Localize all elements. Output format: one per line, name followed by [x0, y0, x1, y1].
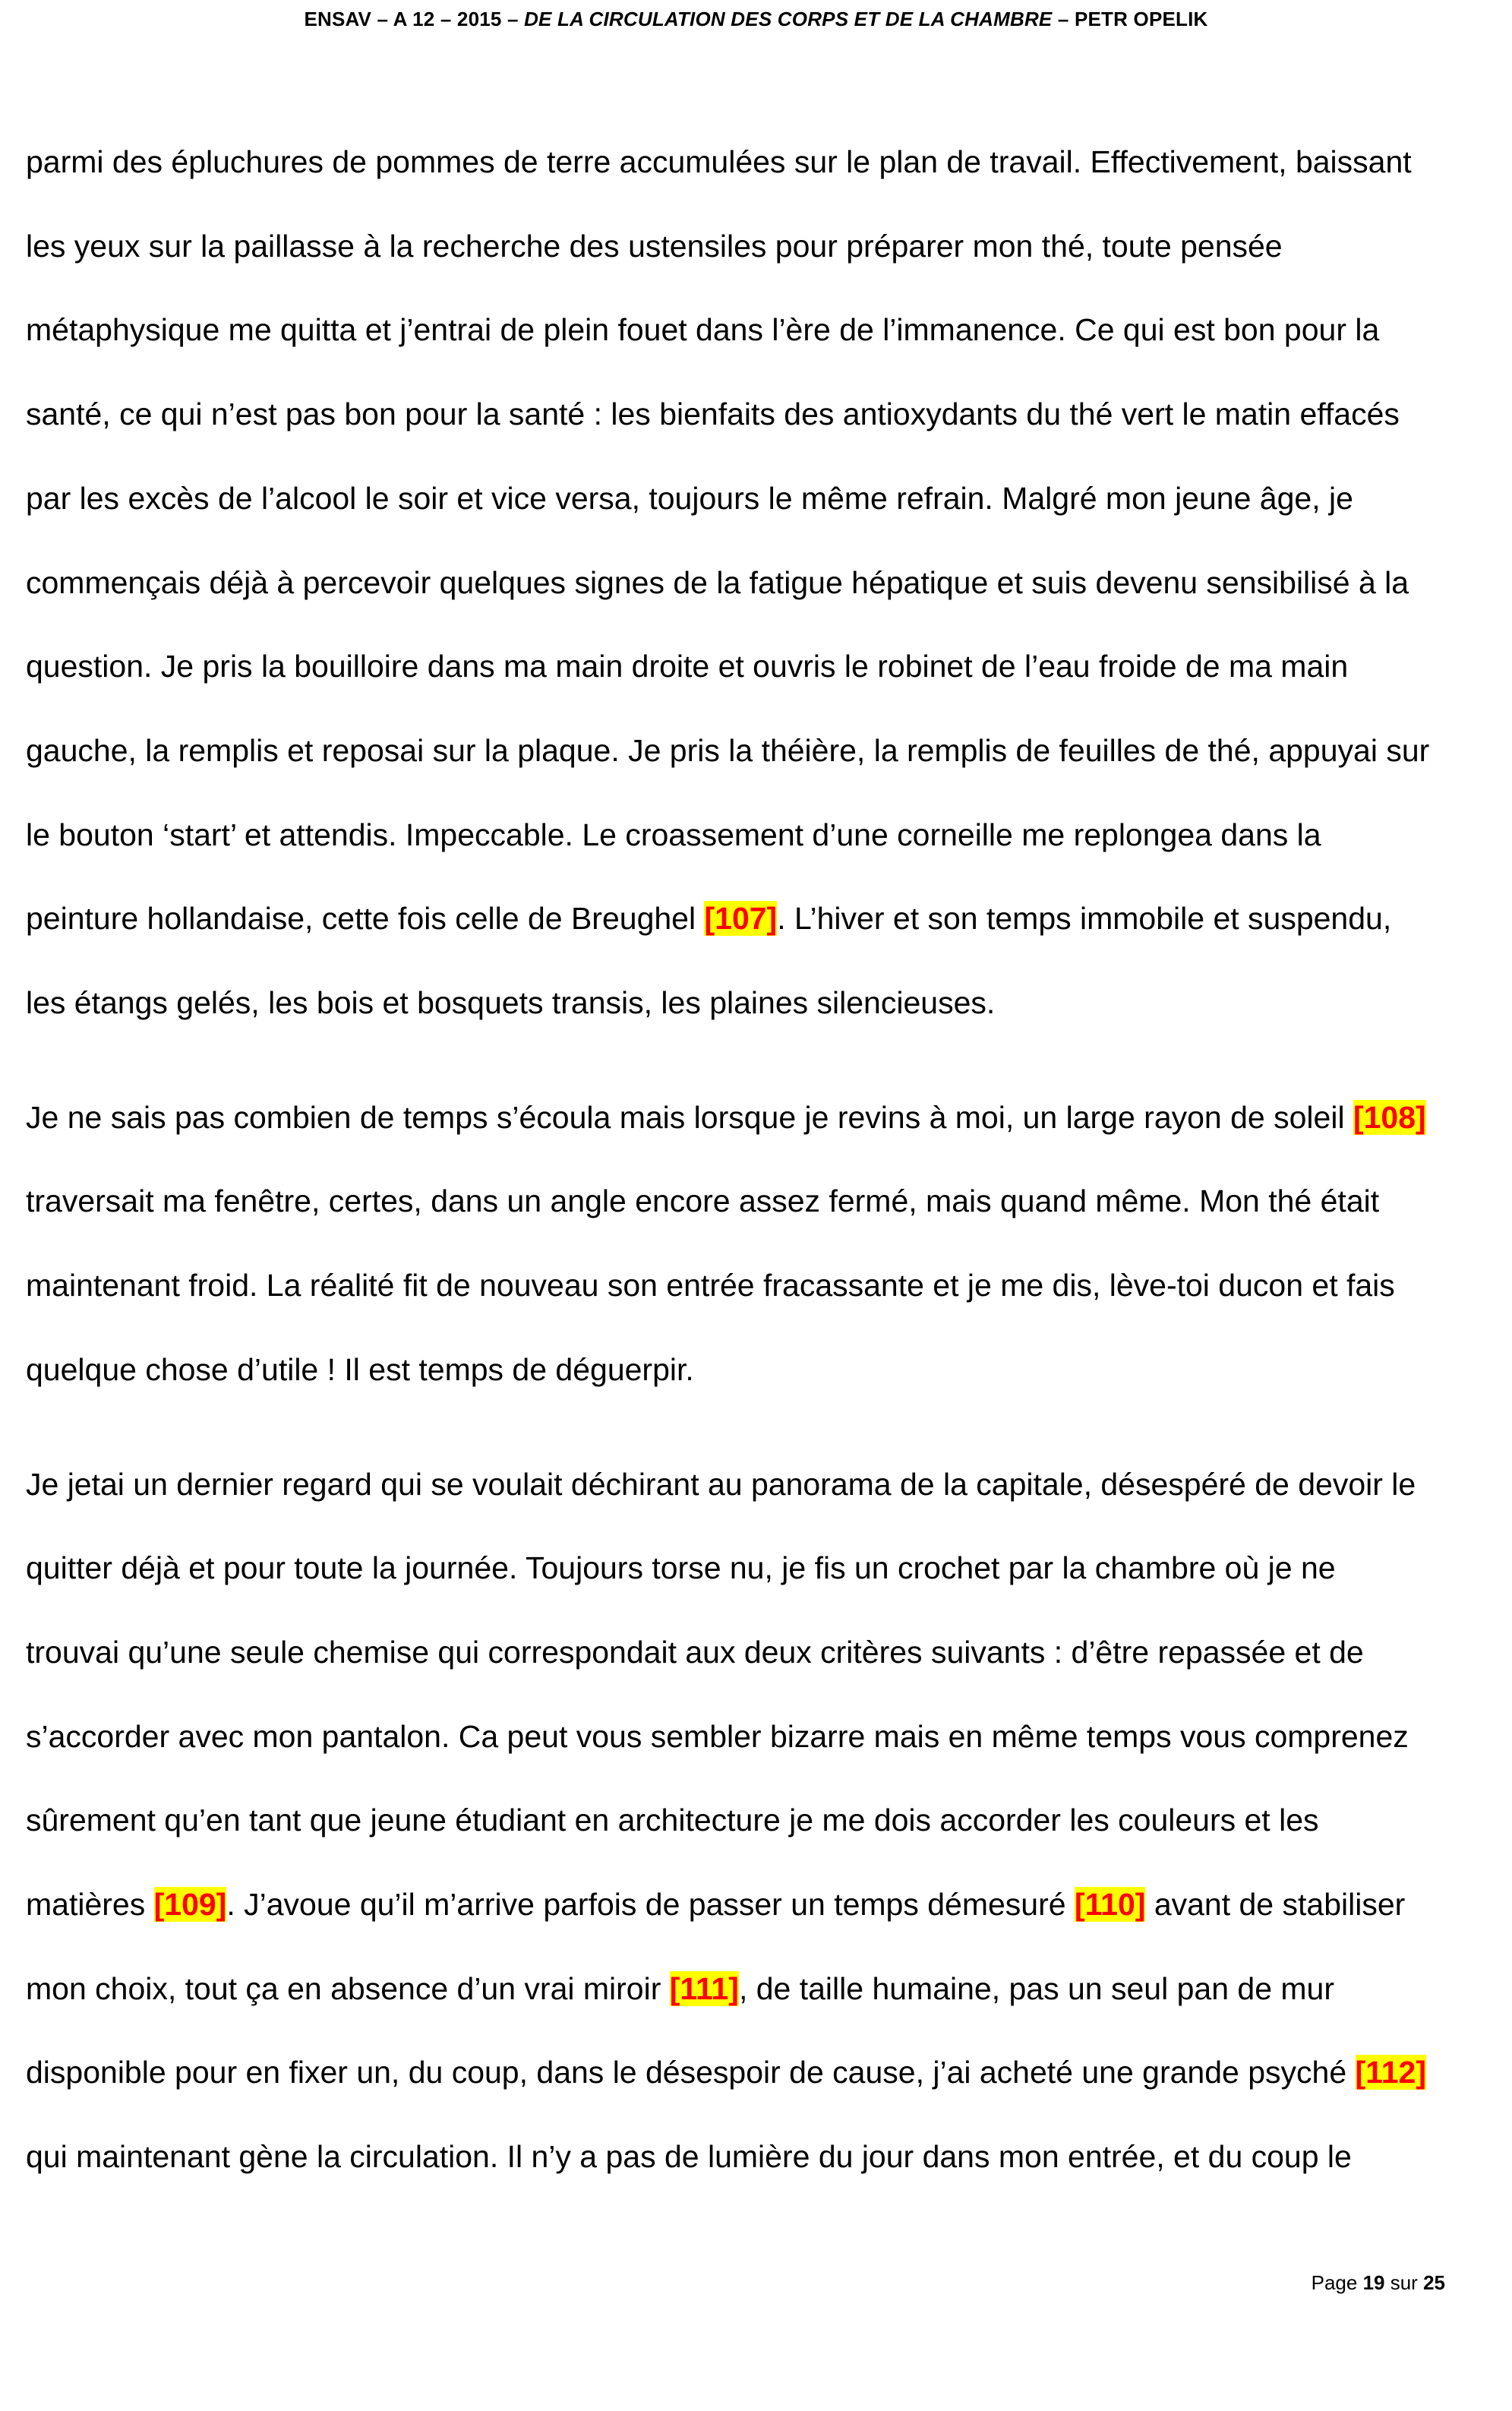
text-segment: Je jetai un dernier regard qui se voulait déchirant au panorama de la capitale, désespéré de devoir le	[26, 1466, 1416, 1502]
text-line	[26, 649, 1348, 684]
reference-marker: [110]	[1074, 1887, 1146, 1922]
text-line	[26, 1100, 1426, 1136]
page-number: 19	[1362, 2271, 1385, 2294]
text-line	[26, 901, 1391, 937]
text-segment: matières	[26, 1887, 154, 1922]
text-segment: traversait ma fenêtre, certes, dans un angle encore assez fermé, mais quand même. Mon thé était	[26, 1183, 1380, 1219]
page-total: 25	[1423, 2271, 1445, 2294]
text-segment: santé, ce qui n’est pas bon pour la santé : les bienfaits des antioxydants du thé vert le matin effacés	[26, 397, 1400, 432]
text-segment: maintenant froid. La réalité fit de nouveau son entrée fracassante et je me dis, lève-toi ducon et fais	[26, 1268, 1395, 1303]
text-segment: trouvai qu’une seule chemise qui correspondait aux deux critères suivants : d’être repassée et de	[26, 1634, 1364, 1670]
reference-marker: [107]	[704, 901, 778, 937]
text-segment: , de taille humaine, pas un seul pan de mur	[738, 1970, 1334, 2006]
text-segment: avant de stabiliser	[1145, 1887, 1406, 1922]
text-segment: disponible pour en fixer un, du coup, dans le désespoir de cause, j’ai acheté une grande psyché	[26, 2055, 1356, 2090]
page-label: Page	[1311, 2271, 1363, 2294]
text-segment: quitter déjà et pour toute la journée. Toujours torse nu, je fis un crochet par la chambre où je ne	[26, 1550, 1336, 1586]
text-segment: peinture hollandaise, cette fois celle de Breughel	[26, 901, 705, 937]
text-line	[26, 817, 1321, 853]
text-segment: commençais déjà à percevoir quelques signes de la fatigue hépatique et suis devenu sensibilisé à la	[26, 564, 1409, 600]
reference-marker: [111]	[669, 1970, 739, 2006]
header-title: DE LA CIRCULATION DES CORPS ET DE LA CHAMBRE	[524, 8, 1053, 30]
reference-marker: [109]	[153, 1887, 227, 1922]
text-line	[26, 985, 995, 1021]
text-line	[26, 1635, 1364, 1670]
text-line	[26, 1971, 1334, 2007]
text-line	[26, 1352, 694, 1388]
page-header	[0, 8, 1512, 31]
text-segment: métaphysique me quitta et j’entrai de plein fouet dans l’ère de l’immanence. Ce qui est bon pour la	[26, 312, 1380, 348]
text-line	[26, 1803, 1319, 1838]
text-line	[26, 312, 1379, 348]
text-line	[26, 1268, 1395, 1303]
text-segment: s’accorder avec mon pantalon. Ca peut vous sembler bizarre mais en même temps vous comprenez	[26, 1718, 1409, 1754]
text-segment: par les excès de l’alcool le soir et vice versa, toujours le même refrain. Malgré mon jeune âge, je	[26, 480, 1353, 516]
text-line	[26, 2139, 1352, 2175]
text-segment: Je ne sais pas combien de temps s’écoula mais lorsque je revins à moi, un large rayon de soleil	[26, 1099, 1353, 1135]
text-line	[26, 1550, 1336, 1586]
text-segment: mon choix, tout ça en absence d’un vrai miroir	[26, 1970, 670, 2006]
reference-marker: [108]	[1353, 1099, 1426, 1135]
page-footer	[1312, 2271, 1445, 2295]
text-line	[26, 1719, 1409, 1755]
text-segment: les étangs gelés, les bois et bosquets transis, les plaines silencieuses.	[26, 985, 996, 1020]
text-segment: question. Je pris la bouilloire dans ma main droite et ouvris le robinet de l’eau froide de ma main	[26, 649, 1349, 684]
text-segment: . J’avoue qu’il m’arrive parfois de passer un temps démesuré	[226, 1887, 1075, 1922]
header-author: – PETR OPELIK	[1052, 8, 1208, 30]
reference-marker: [112]	[1355, 2055, 1426, 2090]
text-segment: sûrement qu’en tant que jeune étudiant en architecture je me dois accorder les couleurs et les	[26, 1803, 1319, 1838]
text-line	[26, 2055, 1426, 2090]
text-line	[26, 397, 1400, 432]
text-segment: parmi des épluchures de pommes de terre accumulées sur le plan de travail. Effectivement, baissant	[26, 144, 1412, 179]
text-segment: gauche, la remplis et reposai sur la plaque. Je pris la théière, la remplis de feuilles de thé, appuyai sur	[26, 732, 1430, 768]
text-line	[26, 481, 1353, 517]
text-line	[26, 1467, 1416, 1503]
text-segment: les yeux sur la paillasse à la recherche des ustensiles pour préparer mon thé, toute pensée	[26, 228, 1283, 264]
text-line	[26, 229, 1283, 264]
text-line	[26, 144, 1412, 180]
text-segment: le bouton ‘start’ et attendis. Impeccable. Le croassement d’une corneille me replongea dans la	[26, 817, 1321, 852]
text-line	[26, 733, 1429, 769]
text-line	[26, 565, 1409, 601]
text-segment: quelque chose d’utile ! Il est temps de déguerpir.	[26, 1351, 694, 1387]
text-line	[26, 1183, 1379, 1219]
header-prefix: ENSAV – A 12 – 2015 –	[304, 8, 525, 30]
page-of-label: sur	[1384, 2271, 1424, 2294]
text-segment: . L’hiver et son temps immobile et suspendu,	[777, 901, 1392, 937]
text-line	[26, 1887, 1405, 1923]
text-segment: qui maintenant gène la circulation. Il n’y a pas de lumière du jour dans mon entrée, et du coup le	[26, 2139, 1352, 2175]
